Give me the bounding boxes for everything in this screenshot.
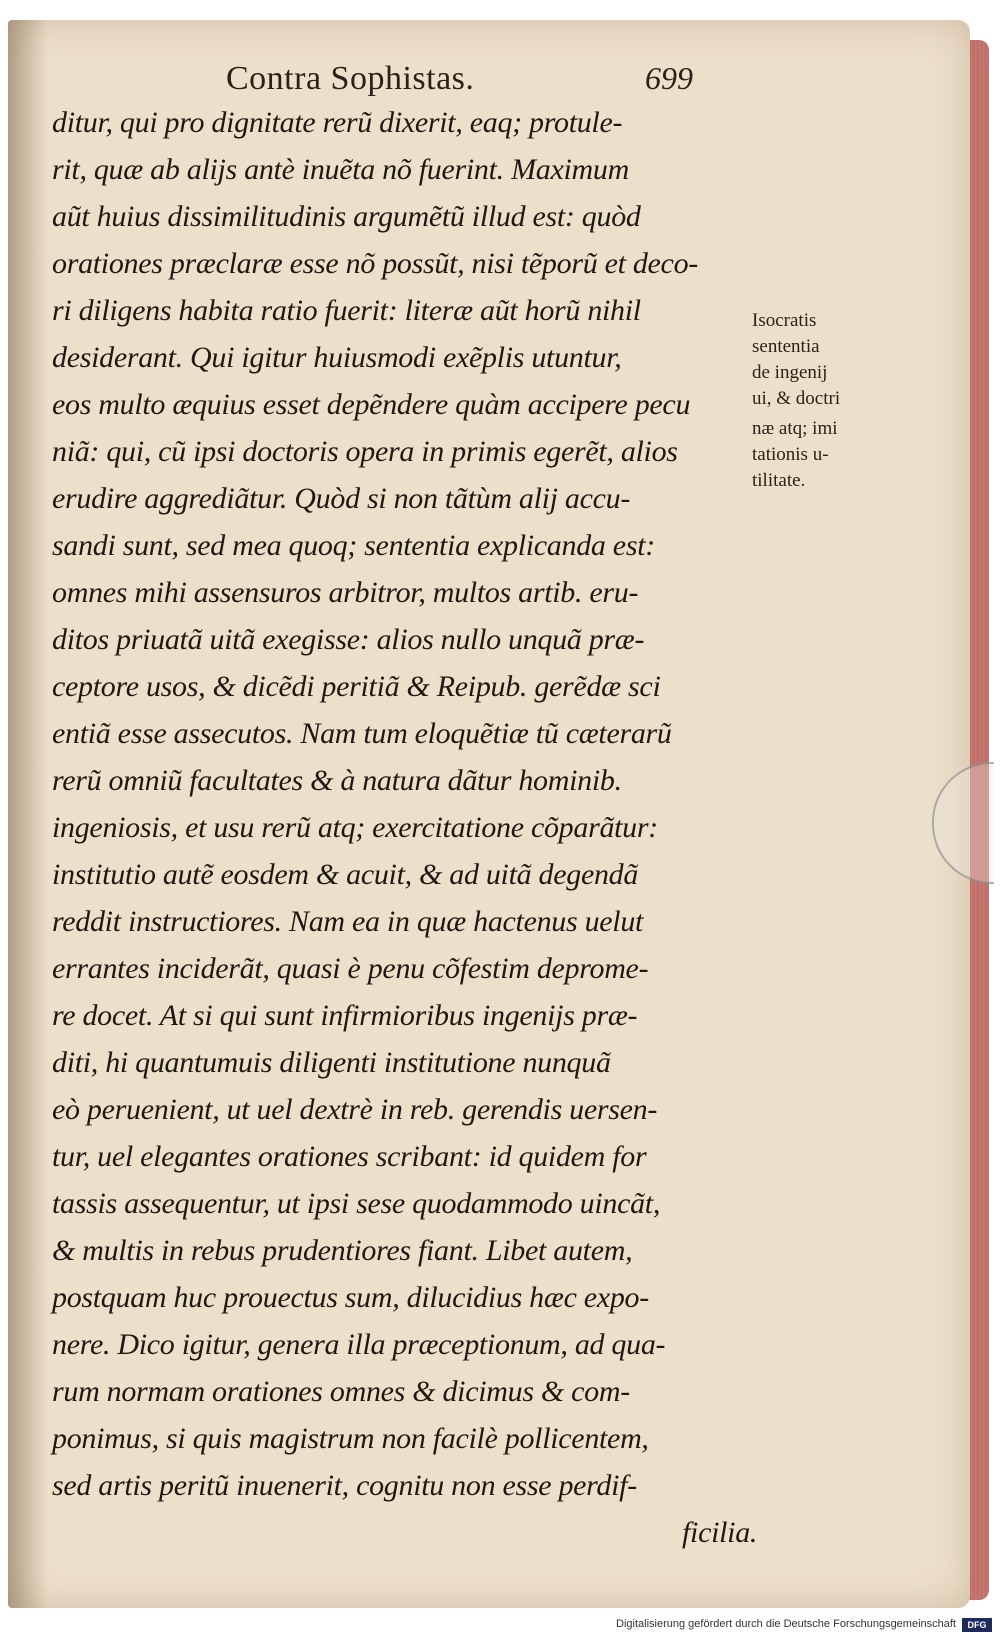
text-line: ponimus, si quis magistrum non facilè pollicentem, (52, 1422, 649, 1455)
text-line: reddit instructiores. Nam ea in quæ hactenus uelut (52, 905, 644, 938)
page-number: 699 (645, 60, 693, 96)
text-line: errantes inciderãt, quasi è penu cõfestim deprome- (52, 952, 649, 985)
text-line: institutio autẽ eosdem & acuit, & ad uitã degendã (52, 858, 639, 891)
dfg-logo: DFG (962, 1618, 992, 1632)
text-line: eò peruenient, ut uel dextrè in reb. gerendis uersen- (52, 1093, 658, 1126)
text-line: ditur, qui pro dignitate rerũ dixerit, eaq; protule- (52, 106, 623, 139)
text-line: erudire aggrediãtur. Quòd si non tãtùm alij accu- (52, 482, 631, 515)
marginal-note-line: de ingenij (752, 362, 828, 383)
text-line: diti, hi quantumuis diligenti institutione nunquã (52, 1046, 611, 1079)
text-line: aũt huius dissimilitudinis argumẽtũ illud est: quòd (52, 200, 641, 233)
text-line: eos multo æquius esset depẽndere quàm accipere pecu (52, 388, 691, 421)
text-line: & multis in rebus prudentiores fiant. Libet autem, (52, 1234, 633, 1267)
funding-credit: Digitalisierung gefördert durch die Deutsche Forschungsgemeinschaft (616, 1618, 956, 1630)
text-line: sandi sunt, sed mea quoq; sententia explicanda est: (52, 529, 655, 562)
digitization-footer (0, 1614, 1000, 1642)
text-line: desiderant. Qui igitur huiusmodi exẽplis utuntur, (52, 341, 622, 374)
text-line: re docet. At si qui sunt infirmioribus ingenijs præ- (52, 999, 638, 1032)
text-line: ditos priuatã uitã exegisse: alios nullo unquã præ- (52, 623, 645, 656)
marginal-note-line: sententia (752, 336, 820, 357)
text-line: ri diligens habita ratio fuerit: literæ aũt horũ nihil (52, 294, 641, 327)
text-line: orationes præclaræ esse nõ possũt, nisi tẽporũ et deco- (52, 247, 698, 280)
text-line: niã: qui, cũ ipsi doctoris opera in primis egerẽt, alios (52, 435, 678, 468)
text-line: ingeniosis, et usu rerũ atq; exercitatione cõparãtur: (52, 811, 658, 844)
text-line: postquam huc prouectus sum, dilucidius hæc expo- (52, 1281, 649, 1314)
text-line: rum normam orationes omnes & dicimus & com- (52, 1375, 630, 1408)
text-line: tassis assequentur, ut ipsi sese quodammodo uincãt, (52, 1187, 661, 1220)
marginal-note-line: ui, & doctri (752, 388, 841, 409)
text-line: sed artis peritũ inuenerit, cognitu non esse perdif- (52, 1469, 637, 1502)
text-line: rit, quæ ab alijs antè inuẽta nõ fuerint. Maximum (52, 153, 629, 186)
marginal-note-line: næ atq; imi (752, 418, 838, 439)
marginal-note-line: tationis u- (752, 444, 829, 465)
spine-shadow (8, 20, 48, 1608)
text-line: nere. Dico igitur, genera illa præceptionum, ad qua- (52, 1328, 666, 1361)
running-head: Contra Sophistas. (226, 60, 475, 97)
text-line: entiã esse assecutos. Nam tum eloquẽtiæ tũ cæterarũ (52, 717, 672, 750)
text-line: ceptore usos, & dicẽdi peritiã & Reipub. gerẽdæ sci (52, 670, 661, 703)
text-line: rerũ omniũ facultates & à natura dãtur hominib. (52, 764, 622, 797)
marginal-note-line: tilitate. (752, 470, 806, 491)
marginal-note-line: Isocratis (752, 310, 817, 331)
text-line: omnes mihi assensuros arbitror, multos artib. eru- (52, 576, 639, 609)
text-line-catchword: ficilia. (682, 1516, 758, 1549)
page-header (0, 60, 1000, 100)
text-line: tur, uel elegantes orationes scribant: id quidem for (52, 1140, 647, 1173)
